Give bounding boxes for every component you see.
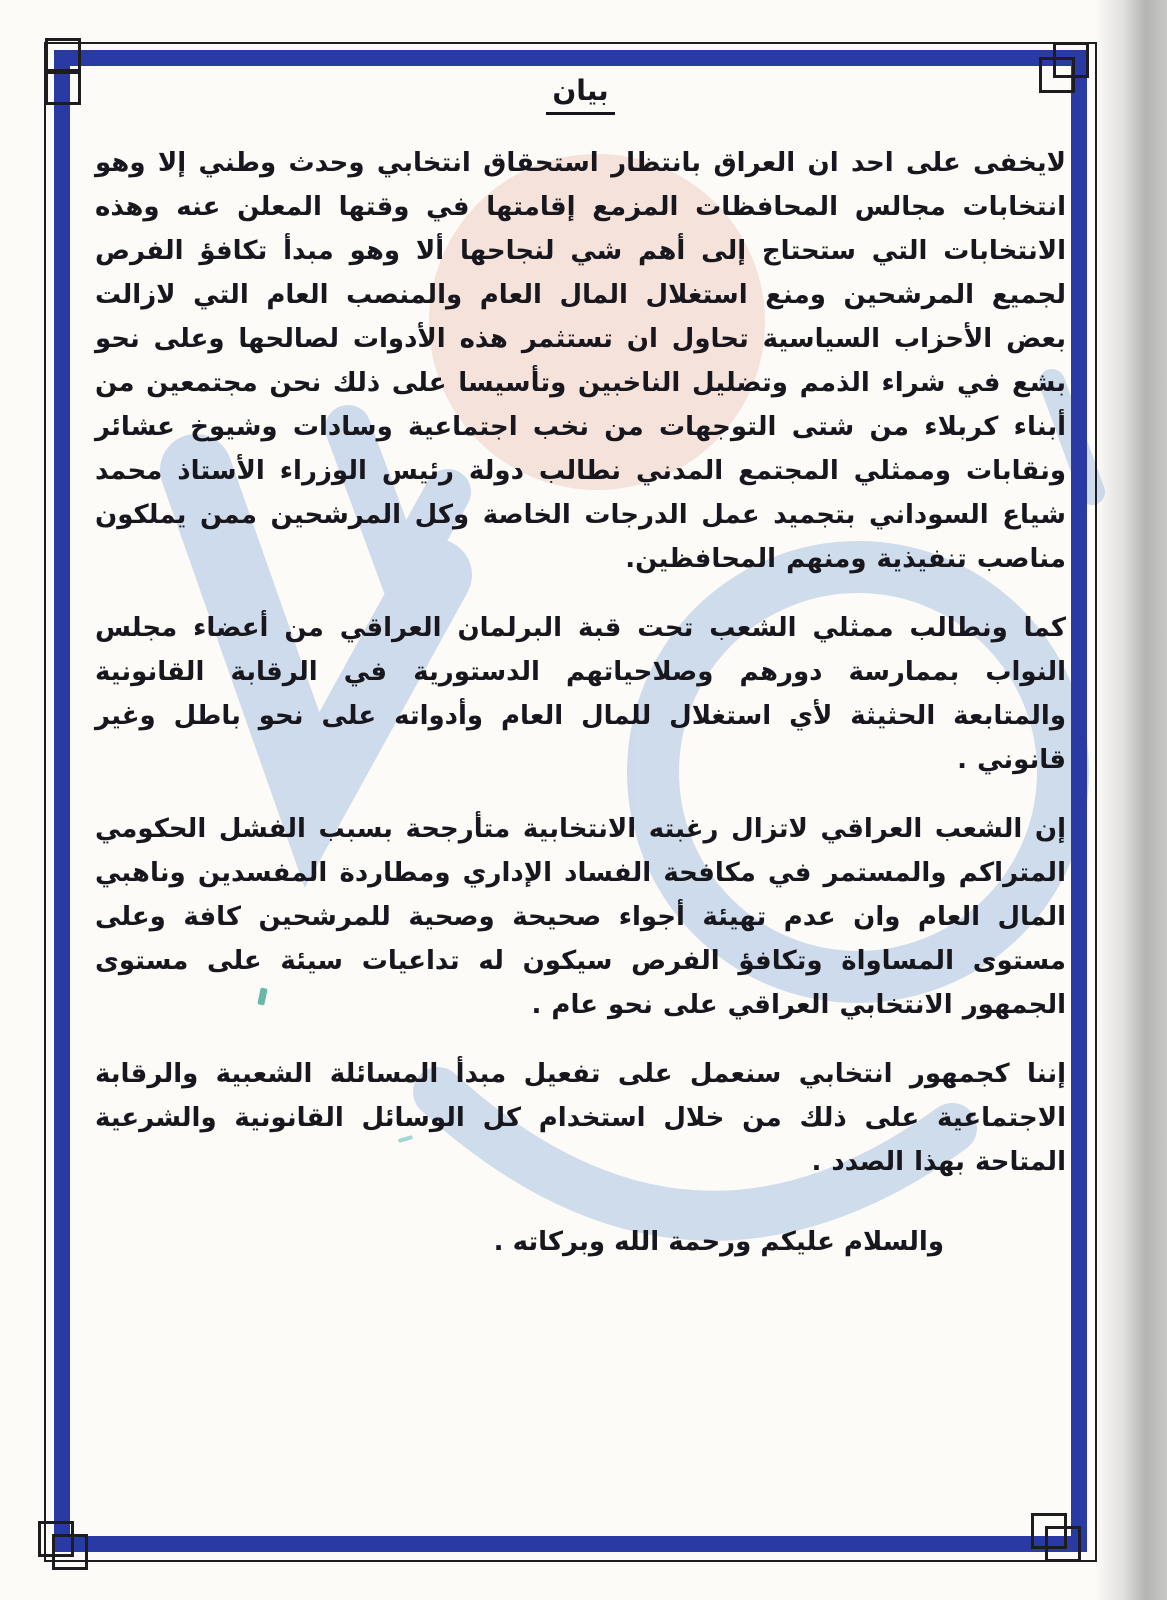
title-row (95, 74, 1066, 115)
document-title: بيان (546, 74, 614, 115)
paragraph-public-sentiment: إن الشعب العراقي لاتزال رغبته الانتخابية متأرجحة بسبب الفشل الحكومي المتراكم والمستمر في مكافحة الفساد الإداري ومطاردة المفسدين وناهبي المال العام وان عدم تهيئة أجواء صحيحة وصحية للمرشحين كافة وعلى مستوى المساواة وتكافؤ الفرص سيكون له تداعيات سيئة على مستوى الجمهور الانتخابي العراقي على نحو عام . (95, 814, 1066, 1020)
corner-ornament-bottom-left (52, 1534, 88, 1570)
closing-salutation: والسلام عليكم ورحمة الله وبركاته . (493, 1227, 944, 1257)
corner-ornament-top-left (45, 69, 81, 105)
paragraph-accountability-pledge: إننا كجمهور انتخابي سنعمل على تفعيل مبدأ المسائلة الشعبية والرقابة الاجتماعية على ذلك من خلال استخدام كل الوسائل القانونية والشرعية المتاحة بهذا الصدد . (95, 1059, 1066, 1177)
document-content (95, 74, 1066, 1264)
corner-ornament-bottom-right (1031, 1513, 1067, 1549)
paragraph-election-context: لايخفى على احد ان العراق بانتظار استحقاق انتخابي وحدث وطني إلا وهو انتخابات مجالس المحافظات المزمع إقامتها في وقتها المعلن عنه وهذه الانتخابات التي ستحتاج إلى أهم شي لنجاحها ألا وهو مبدأ تكافؤ الفرص لجميع المرشحين ومنع استغلال المال العام والمنصب العام التي لازالت بعض الأحزاب السياسية تحاول ان تستثمر هذه الأدوات لصالحها وعلى نحو بشع في شراء الذمم وتضليل الناخبين وتأسيسا على ذلك نحن مجتمعين من أبناء كربلاء من شتى التوجهات من نخب اجتماعية وسادات وشيوخ عشائر ونقابات وممثلي المجتمع المدني نطالب دولة رئيس الوزراء الأستاذ محمد شياع السوداني بتجميد عمل الدرجات الخاصة وكل المرشحين ممن يملكون مناصب تنفيذية ومنهم المحافظين. (95, 148, 1066, 574)
paragraph-parliament-demand: كما ونطالب ممثلي الشعب تحت قبة البرلمان العراقي من أعضاء مجلس النواب بممارسة دورهم وصلاحياتهم الدستورية في الرقابة القانونية والمتابعة الحثيثة لأي استغلال للمال العام وأدواته على نحو باطل وغير قانوني . (95, 613, 1066, 775)
